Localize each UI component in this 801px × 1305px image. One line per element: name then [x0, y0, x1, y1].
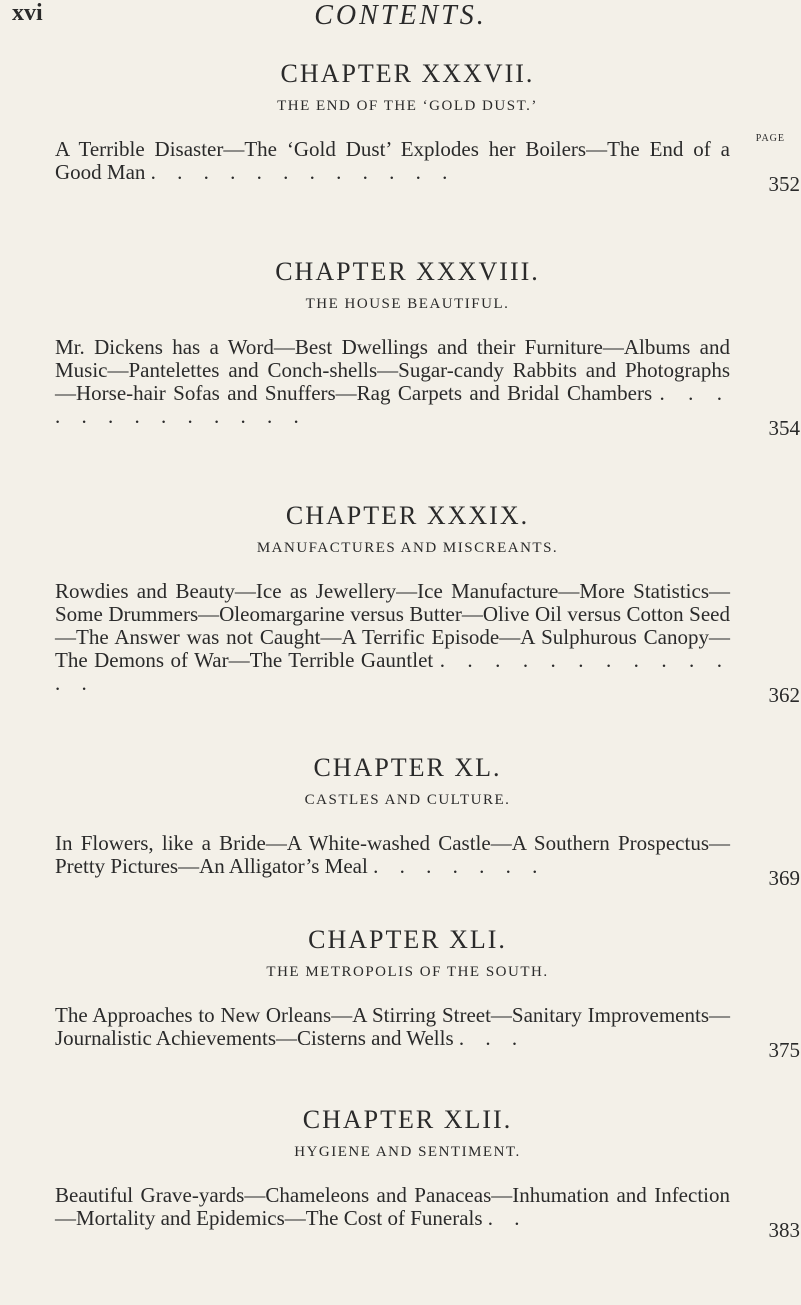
- chapter-summary-entry: [55, 1003, 800, 1062]
- chapter-subtitle: MANUFACTURES AND MISCREANTS.: [256, 540, 559, 556]
- chapter-xl: [55, 752, 800, 890]
- chapter-title: CHAPTER XLII.: [302, 1105, 513, 1134]
- chapter-summary: Rowdies and Beauty—Ice as Jewellery—Ice Manufacture—More Statistics—Some Drummers—Oleomargarine versus Butter—Olive Oil versus Cotton Seed—The Answer was not Caught—A Terrific Episode—A Sulphurous Canopy—The Demons of War—The Terrible Gauntlet: [55, 579, 730, 672]
- chapter-summary-entry: [55, 1183, 800, 1242]
- chapter-subtitle: THE METROPOLIS OF THE SOUTH.: [266, 964, 549, 980]
- running-title: CONTENTS.: [314, 0, 487, 31]
- page-reference: 369: [768, 866, 800, 890]
- chapter-summary: In Flowers, like a Bride—A White-washed Castle—A Southern Prospectus—Pretty Pictures—An Alligator’s Meal: [55, 831, 730, 878]
- page-reference: 362: [768, 683, 800, 707]
- leader-dots: . . . . . . . . . . . .: [150, 160, 456, 184]
- chapter-xli: [55, 924, 800, 1062]
- page-reference: 352: [768, 172, 800, 196]
- chapter-title: CHAPTER XXXVIII.: [275, 257, 540, 286]
- chapter-summary-entry: [55, 335, 800, 440]
- chapter-summary: Beautiful Grave-yards—Chameleons and Panaceas—Inhumation and Infection—Mortality and Epidemics—The Cost of Funerals: [55, 1183, 730, 1230]
- chapter-summary-entry: [55, 831, 800, 890]
- page-reference: 383: [768, 1218, 800, 1242]
- chapter-title: CHAPTER XLI.: [308, 925, 507, 954]
- leader-dots: . .: [487, 1206, 528, 1230]
- leader-dots: . . .: [458, 1026, 526, 1050]
- chapter-title: CHAPTER XL.: [313, 753, 502, 782]
- page-reference: 354: [768, 416, 800, 440]
- leader-dots: . . . . . . . . . . . . .: [55, 381, 730, 428]
- page-number: xvi: [12, 0, 43, 26]
- chapter-subtitle: THE END OF THE ‘GOLD DUST.’: [277, 98, 538, 114]
- leader-dots: . . . . . . . . . . . . .: [55, 648, 731, 695]
- chapter-summary: Mr. Dickens has a Word—Best Dwellings and their Furniture—Albums and Music—Pantelettes and Conch-shells—Sugar-candy Rabbits and Photographs—Horse-hair Sofas and Snuffers—Rag Carpets and Bridal Chambers: [55, 335, 730, 405]
- chapter-summary: The Approaches to New Orleans—A Stirring Street—Sanitary Improvements—Journalistic Achievements—Cisterns and Wells: [55, 1003, 730, 1050]
- page-column-label: PAGE: [755, 133, 785, 144]
- chapter-subtitle: THE HOUSE BEAUTIFUL.: [305, 296, 510, 312]
- chapter-xxxviii: [55, 256, 800, 440]
- chapter-xxxix: [55, 500, 800, 707]
- chapter-summary: A Terrible Disaster—The ‘Gold Dust’ Explodes her Boilers—The End of a Good Man: [55, 137, 730, 184]
- page-reference: 375: [768, 1038, 800, 1062]
- chapter-title: CHAPTER XXXVII.: [280, 59, 535, 88]
- chapter-subtitle: CASTLES AND CULTURE.: [304, 792, 511, 808]
- chapter-title: CHAPTER XXXIX.: [285, 501, 530, 530]
- leader-dots: . . . . . . .: [373, 854, 546, 878]
- chapter-summary-entry: [55, 579, 800, 707]
- chapter-subtitle: HYGIENE AND SENTIMENT.: [294, 1144, 521, 1160]
- chapter-xlii: [55, 1104, 800, 1242]
